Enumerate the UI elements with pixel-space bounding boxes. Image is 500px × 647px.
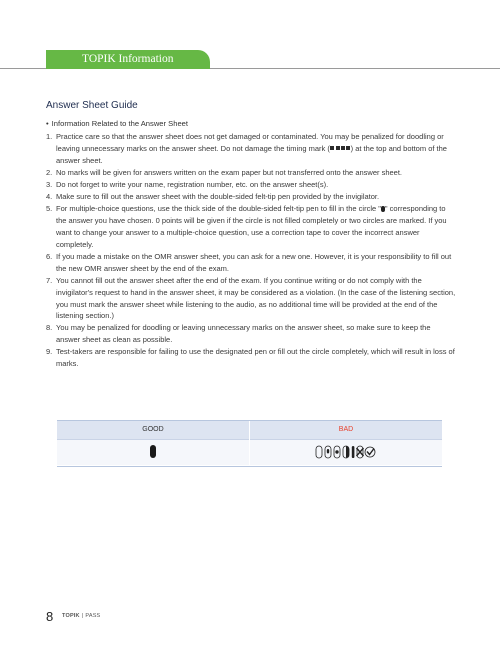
list-number: 3. [46,179,53,189]
footer-label [62,613,100,619]
bullet-icon: • [46,119,49,128]
list-item [46,203,456,250]
list-text: Do not forget to write your name, registration number, etc. on the answer sheet(s). [56,179,329,189]
rules-list [46,131,456,370]
list-text: For multiple-choice questions, use the thick side of the double-sided felt-tip pen to fill in the circle " [56,204,381,214]
subheading-text: Information Related to the Answer Sheet [51,119,189,128]
list-number: 4. [46,192,53,202]
list-number: 6. [46,251,53,261]
list-item [46,131,456,166]
bad-marks-icon [315,445,385,459]
section-tab [46,50,210,69]
list-text: No marks will be given for answers written on the exam paper but not transferred onto the answer sheet. [56,167,403,177]
good-mark-icon [150,445,156,458]
list-item [46,191,456,203]
list-text: Test-takers are responsible for failing to use the designated pen or fill out the circle completely, which will result in loss of marks. [56,347,455,369]
page-title: Answer Sheet Guide [46,100,138,111]
subheading [46,119,188,128]
list-number: 9. [46,347,53,357]
list-item [46,251,456,275]
list-text: You cannot fill out the answer sheet after the end of the exam. If you continue writing or do not comply with the invigilator's request to hand in the answer sheet, it may be considered as a violation. (In the case of the listening section, you must mark the answer sheet while listening to the audio, as no additional time will be provided at the end of the listening section.) [56,275,456,321]
list-number: 2. [46,167,53,177]
section-tab-label: TOPIK Information [82,53,174,65]
list-item [46,322,456,346]
bad-header: BAD [338,426,354,433]
list-number: 5. [46,204,53,214]
good-header: GOOD [142,426,164,433]
list-text: You may be penalized for doodling or leaving unnecessary marks on the answer sheet, so make sure to keep the answer sheet as clean as possible. [56,323,431,345]
marking-example-table [57,420,442,467]
list-text: Practice care so that the answer sheet does not get damaged or contaminated. You may be penalized for doodling or leaving unnecessary marks on the answer sheet. Do not damage the timing mark ( [56,132,444,153]
list-number: 8. [46,323,53,333]
list-number: 7. [46,275,53,285]
footer-book: PASS [85,613,101,619]
list-text: Make sure to fill out the answer sheet with the double-sided felt-tip pen provided by the invigilator. [56,192,380,202]
list-item [46,167,456,179]
list-item [46,275,456,322]
list-item [46,179,456,191]
page-number: 8 [46,609,54,624]
list-item [46,346,456,370]
list-text: ) at the top and bottom of the answer sheet. [56,143,447,165]
list-text: " corresponding to the answer you have chosen. 0 points will be given if the circle is not filled completely or two circles are marked. If you want to change your answer to a multiple-choice question, use a correction tape to cover the incorrect answer completely. [56,204,447,249]
list-text: If you made a mistake on the OMR answer sheet, you can ask for a new one. However, it is your responsibility to fill out the new OMR answer sheet by the end of the exam. [56,251,452,273]
footer-brand: TOPIK [62,613,80,619]
timing-mark-icon [330,144,351,153]
footer-separator: | [81,613,84,619]
list-number: 1. [46,132,53,141]
